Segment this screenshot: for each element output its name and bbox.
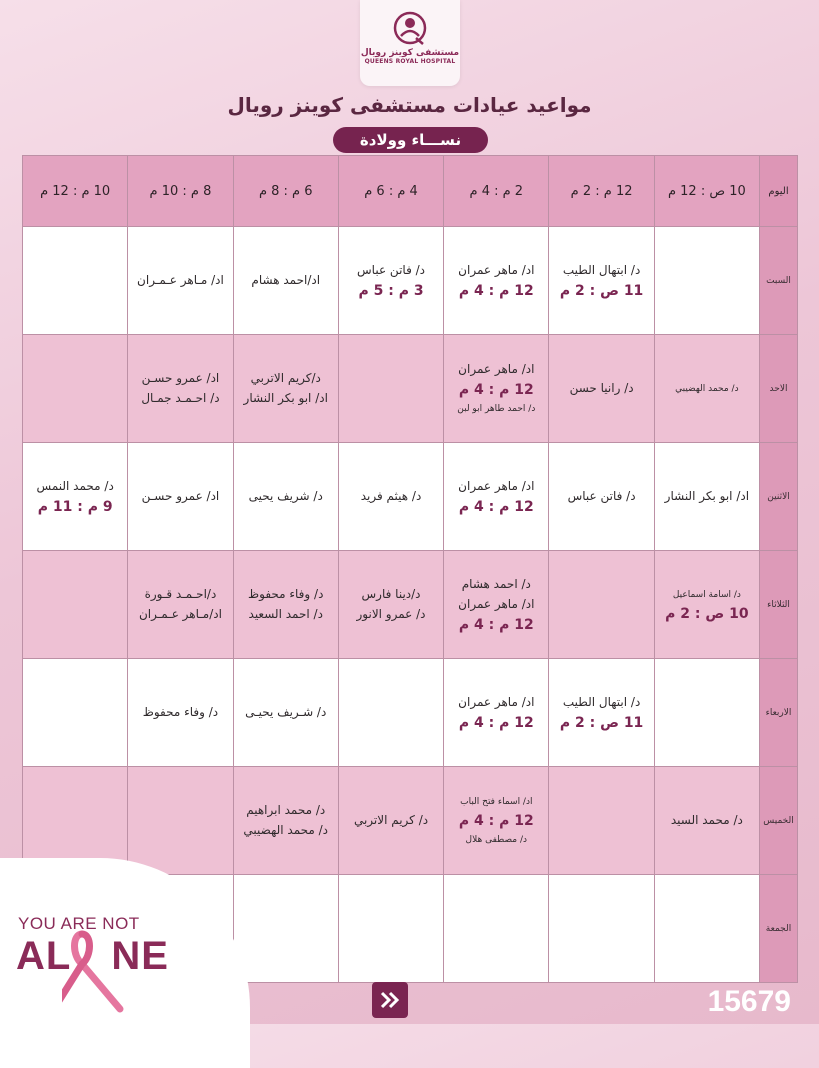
- schedule-cell: [338, 875, 443, 983]
- doctor-name: اد/ ماهر عمران: [458, 362, 535, 376]
- schedule-cell: [549, 227, 654, 335]
- schedule-cell: [233, 443, 338, 551]
- schedule-cell: [128, 659, 233, 767]
- schedule-cell: [654, 335, 759, 443]
- doctor-name: اد/ ماهر عمران: [458, 263, 535, 277]
- double-chevron-right-icon: [379, 989, 401, 1011]
- logo-name-en: QUEENS ROYAL HOSPITAL: [364, 58, 456, 65]
- schedule-cell: [128, 335, 233, 443]
- schedule-cell: [23, 227, 128, 335]
- table-row: [23, 659, 798, 767]
- schedule-cell: [128, 227, 233, 335]
- schedule-cell: [549, 335, 654, 443]
- clinic-hours: 3 م : 5 م: [358, 283, 424, 299]
- doctor-name: د/ محمد الهضيبي: [675, 383, 739, 394]
- doctor-name: د/ رانيا حسن: [569, 381, 634, 395]
- schedule-cell: [549, 443, 654, 551]
- table-row: [23, 551, 798, 659]
- schedule-cell: [444, 335, 549, 443]
- day-column-header: اليوم: [760, 156, 798, 227]
- doctor-name: اد/ ابو بكر النشار: [243, 391, 328, 405]
- table-row: [23, 443, 798, 551]
- table-row: [23, 227, 798, 335]
- page-title: مواعيد عيادات مستشفى كوينز رويال: [227, 93, 592, 117]
- clinic-hours: 9 م : 11 م: [37, 499, 113, 515]
- doctor-name: د/ شـريف يحيـى: [245, 705, 327, 719]
- time-slot-header: 6 م : 8 م: [233, 156, 338, 227]
- schedule-cell: [654, 551, 759, 659]
- table-row: [23, 767, 798, 875]
- clinic-hours: 12 م : 4 م: [458, 283, 534, 299]
- schedule-cell: [233, 659, 338, 767]
- day-label: الجمعة: [760, 875, 798, 983]
- schedule-cell: [338, 551, 443, 659]
- doctor-name: د/ وفاء محفوظ: [248, 587, 324, 601]
- schedule-table: [22, 155, 798, 983]
- schedule-cell: [654, 443, 759, 551]
- schedule-cell: [444, 443, 549, 551]
- schedule-cell: [128, 443, 233, 551]
- clinic-hours: 12 م : 4 م: [458, 812, 534, 829]
- doctor-name: د/ ابتهال الطيب: [562, 263, 641, 277]
- time-slot-header: 8 م : 10 م: [128, 156, 233, 227]
- clinic-hours: 12 م : 4 م: [458, 715, 534, 731]
- doctor-name: اد/مـاهر عـمـران: [138, 607, 222, 621]
- schedule-cell: [338, 227, 443, 335]
- table-row: [23, 335, 798, 443]
- doctor-name: د/ احمد طاهر ابو لبن: [457, 404, 536, 414]
- clinic-hours: 11 ص : 2 م: [559, 283, 644, 299]
- doctor-name: اد/ ماهر عمران: [458, 479, 535, 493]
- schedule-cell: [23, 443, 128, 551]
- time-slot-header: 10 م : 12 م: [23, 156, 128, 227]
- doctor-name: د/ شريف يحيى: [248, 489, 323, 503]
- doctor-name: د/ محمد السيد: [670, 813, 743, 827]
- schedule-cell: [444, 767, 549, 875]
- doctor-name: د/ عمرو الانور: [356, 607, 426, 621]
- next-button[interactable]: [372, 982, 408, 1018]
- schedule-cell: [549, 659, 654, 767]
- schedule-cell: [233, 227, 338, 335]
- schedule-cell: [549, 875, 654, 983]
- schedule-cell: [233, 767, 338, 875]
- schedule-cell: [128, 767, 233, 875]
- hospital-logo: [360, 0, 460, 86]
- schedule-cell: [23, 659, 128, 767]
- schedule-cell: [549, 767, 654, 875]
- schedule-cell: [444, 227, 549, 335]
- doctor-name: اد/ مـاهر عـمـران: [137, 273, 224, 287]
- doctor-name: اد/ عمرو حسـن: [141, 489, 220, 503]
- schedule-cell: [23, 335, 128, 443]
- clinic-hours: 12 م : 4 م: [458, 499, 534, 515]
- doctor-name: اد/احمد هشام: [251, 273, 321, 287]
- doctor-name: د/ اسامة اسماعيل: [672, 589, 741, 600]
- campaign-line1: YOU ARE NOT: [18, 914, 140, 933]
- day-label: السبت: [760, 227, 798, 335]
- day-label: الاثنين: [760, 443, 798, 551]
- time-slot-header: 10 ص : 12 م: [654, 156, 759, 227]
- doctor-name: د/ مصطفى هلال: [465, 834, 528, 845]
- schedule-cell: [23, 551, 128, 659]
- doctor-name: اد/ ماهر عمران: [458, 695, 535, 709]
- doctor-name: د/ احمد السعيد: [248, 607, 323, 621]
- time-slot-header: 2 م : 4 م: [444, 156, 549, 227]
- department-badge: نســـاء وولادة: [333, 127, 488, 153]
- doctor-name: د/ فاتن عباس: [357, 263, 425, 277]
- header-row: [23, 156, 798, 227]
- doctor-name: د/ محمد النمس: [36, 479, 114, 493]
- schedule-cell: [654, 767, 759, 875]
- schedule-cell: [233, 551, 338, 659]
- doctor-name: د/ محمد ابراهيم: [246, 803, 326, 817]
- schedule-cell: [338, 335, 443, 443]
- schedule-cell: [233, 335, 338, 443]
- doctor-name: د/ ابتهال الطيب: [562, 695, 641, 709]
- schedule-cell: [444, 659, 549, 767]
- doctor-name: د/ فاتن عباس: [567, 489, 636, 503]
- hotline-number: 15679: [707, 985, 791, 1018]
- clinic-hours: 10 ص : 2 م: [665, 605, 749, 622]
- doctor-name: اد/ ماهر عمران: [458, 597, 535, 611]
- day-label: الاحد: [760, 335, 798, 443]
- doctor-name: اد/ اسماء فتح الباب: [460, 796, 533, 807]
- schedule-cell: [128, 551, 233, 659]
- clinic-hours: 12 م : 4 م: [458, 617, 534, 633]
- pink-ribbon-icon: [62, 924, 152, 1014]
- clinic-hours: 12 م : 4 م: [458, 382, 534, 398]
- doctor-name: د/ كريم الاتربي: [353, 813, 429, 827]
- schedule-cell: [654, 227, 759, 335]
- doctor-name: د/ هيثم فريد: [360, 489, 422, 503]
- doctor-name: د/ محمد الهضيبي: [243, 823, 329, 837]
- schedule-cell: [338, 443, 443, 551]
- schedule-cell: [338, 659, 443, 767]
- doctor-name: د/كريم الاتربي: [250, 371, 321, 385]
- day-label: الاربعاء: [760, 659, 798, 767]
- doctor-name: د/ احمد هشام: [461, 577, 531, 591]
- doctor-name: اد/ ابو بكر النشار: [664, 489, 750, 503]
- schedule-cell: [654, 659, 759, 767]
- schedule-cell: [233, 875, 338, 983]
- schedule-cell: [549, 551, 654, 659]
- logo-mark-icon: [392, 10, 428, 46]
- schedule-cell: [444, 551, 549, 659]
- campaign-line2: AL NE: [16, 934, 169, 978]
- day-label: الخميس: [760, 767, 798, 875]
- doctor-name: د/ احـمـد جمـال: [141, 391, 220, 405]
- time-slot-header: 4 م : 6 م: [338, 156, 443, 227]
- doctor-name: اد/ عمرو حسـن: [141, 371, 220, 385]
- logo-name-ar: مستشفى كوينز رويال: [360, 48, 460, 58]
- schedule-cell: [444, 875, 549, 983]
- time-slot-header: 12 م : 2 م: [549, 156, 654, 227]
- doctor-name: د/احـمـد قـورة: [144, 587, 217, 601]
- schedule-cell: [654, 875, 759, 983]
- doctor-name: د/ وفاء محفوظ: [142, 705, 219, 719]
- clinic-hours: 11 ص : 2 م: [559, 715, 644, 731]
- schedule-cell: [338, 767, 443, 875]
- day-label: الثلاثاء: [760, 551, 798, 659]
- doctor-name: د/دينا فارس: [361, 587, 421, 601]
